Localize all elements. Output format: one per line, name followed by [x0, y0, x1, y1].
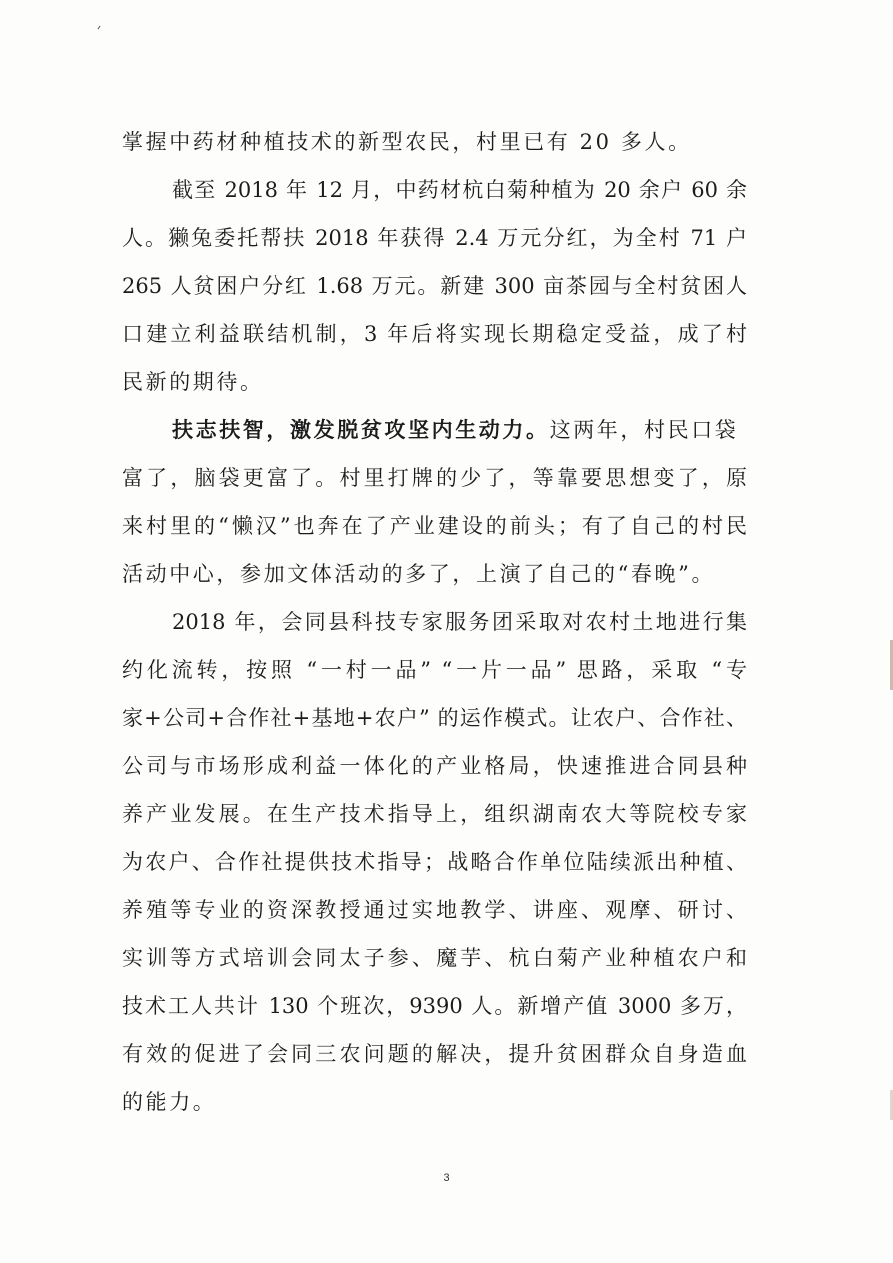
text-line: 截至 2018 年 12 月，中药材杭白菊种植为 20 余户 60 余 — [172, 178, 747, 202]
text-line: 掌握中药材种植技术的新型农民，村里已有 20 多人。 — [122, 130, 692, 154]
text-line: 2018 年，会同县科技专家服务团采取对农村土地进行集 — [172, 610, 747, 634]
text-line: 为农户、合作社提供技术指导；战略合作单位陆续派出种植、 — [122, 850, 747, 874]
text-line: 公司与市场形成利益一体化的产业格局，快速推进合同县种 — [122, 754, 747, 778]
text-line: 口建立利益联结机制，3 年后将实现长期稳定受益，成了村 — [122, 322, 747, 346]
text-line: 民新的期待。 — [122, 370, 264, 394]
text-line: 技术工人共计 130 个班次，9390 人。新增产值 3000 多万， — [122, 994, 747, 1018]
document-body — [122, 118, 747, 1126]
page-number: 3 — [443, 1172, 450, 1184]
text-line: 养产业发展。在生产技术指导上，组织湖南农大等院校专家 — [122, 802, 747, 826]
text-line: 实训等方式培训会同太子参、魔芋、杭白菊产业种植农户和 — [122, 946, 747, 970]
scan-speck — [97, 26, 100, 30]
text-line: 来村里的“懒汉”也奔在了产业建设的前头；有了自己的村民 — [122, 514, 747, 538]
text-line: 265 人贫困户分红 1.68 万元。新建 300 亩茶园与全村贫困人 — [122, 274, 747, 298]
text-line: 家+公司+合作社+基地+农户” 的运作模式。让农户、合作社、 — [122, 706, 747, 730]
text-line: 有效的促进了会同三农问题的解决，提升贫困群众自身造血 — [122, 1042, 747, 1066]
text-line: 人。獭兔委托帮扶 2018 年获得 2.4 万元分红，为全村 71 户 — [122, 226, 747, 250]
section-heading-line — [122, 406, 747, 454]
text-line: 养殖等专业的资深教授通过实地教学、讲座、观摩、研讨、 — [122, 898, 747, 922]
text-line-rest: 这两年，村民口袋 — [549, 418, 739, 442]
text-line: 约化流转，按照 “一村一品” “一片一品” 思路，采取 “专 — [122, 658, 747, 682]
section-heading: 扶志扶智，激发脱贫攻坚内生动力。 — [172, 417, 550, 442]
text-line: 的能力。 — [122, 1090, 217, 1114]
text-line: 活动中心，参加文体活动的多了，上演了自己的“春晚”。 — [122, 562, 716, 586]
text-line: 富了，脑袋更富了。村里打牌的少了，等靠要思想变了，原 — [122, 466, 747, 490]
